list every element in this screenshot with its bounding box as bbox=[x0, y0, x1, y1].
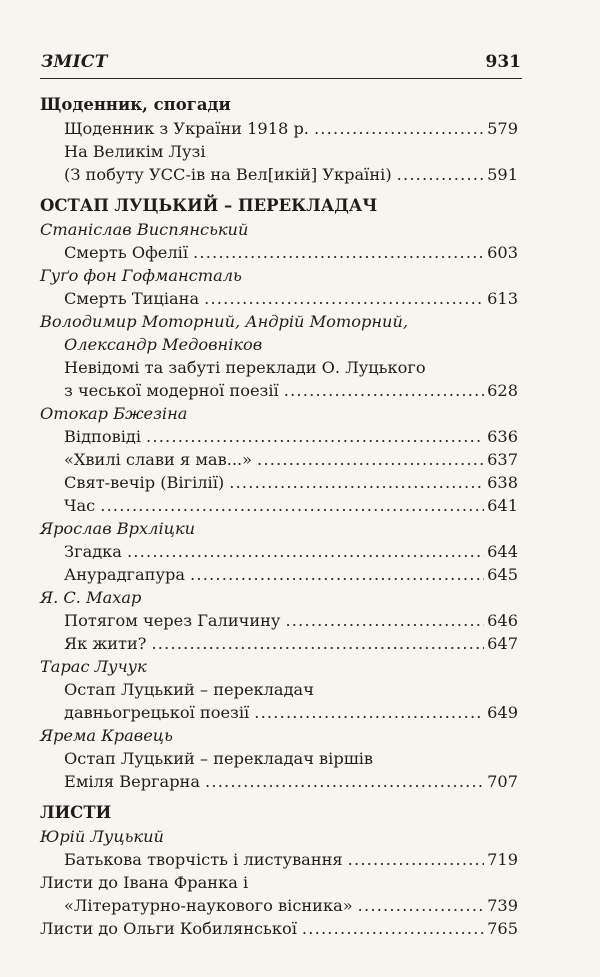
toc-author bbox=[40, 517, 518, 540]
toc-page-number: 641 bbox=[487, 496, 518, 515]
toc-entry bbox=[40, 356, 518, 379]
toc-entry bbox=[40, 848, 518, 871]
toc-page-number: 638 bbox=[487, 473, 518, 492]
dot-leader bbox=[302, 917, 484, 940]
toc-label: Щоденник, спогади bbox=[40, 95, 231, 114]
toc-author bbox=[40, 264, 518, 287]
toc-entry bbox=[40, 471, 518, 494]
toc-label: ОСТАП ЛУЦЬКИЙ – ПЕРЕКЛАДАЧ bbox=[40, 196, 378, 215]
toc-entry bbox=[40, 678, 518, 701]
dot-leader bbox=[285, 609, 484, 632]
toc-label: Щоденник з України 1918 р. bbox=[64, 119, 309, 138]
toc-entry bbox=[40, 632, 518, 655]
toc-author bbox=[40, 655, 518, 678]
toc-label: Час bbox=[64, 496, 96, 515]
toc-label: Я. С. Махар bbox=[40, 588, 142, 607]
dot-leader bbox=[284, 379, 484, 402]
toc-label: давньогрецької поезії bbox=[64, 703, 250, 722]
toc-page-number: 646 bbox=[487, 611, 518, 630]
toc-entry bbox=[40, 540, 518, 563]
toc-label: Батькова творчість і листування bbox=[64, 850, 343, 869]
toc-label: Свят-вечір (Вігілії) bbox=[64, 473, 225, 492]
toc-label: Олександр Медовніков bbox=[64, 335, 263, 354]
toc-entry bbox=[40, 287, 518, 310]
toc-page-number: 765 bbox=[487, 919, 518, 938]
toc-label: Отокар Бжезіна bbox=[40, 404, 188, 423]
toc-author bbox=[40, 218, 518, 241]
toc-label: Еміля Вергарна bbox=[64, 772, 200, 791]
dot-leader bbox=[127, 540, 484, 563]
table-of-contents bbox=[40, 93, 518, 940]
toc-page-number: 707 bbox=[487, 772, 518, 791]
toc-label: Потягом через Галичину bbox=[64, 611, 281, 630]
toc-entry bbox=[40, 747, 518, 770]
toc-page-number: 591 bbox=[487, 165, 518, 184]
toc-entry bbox=[40, 871, 518, 894]
toc-page-number: 603 bbox=[487, 243, 518, 262]
toc-label: Тарас Лучук bbox=[40, 657, 147, 676]
toc-label: Станіслав Виспянський bbox=[40, 220, 249, 239]
dot-leader bbox=[348, 848, 484, 871]
toc-section-heading bbox=[40, 194, 518, 218]
toc-label: «Літературно-наукового вісника» bbox=[64, 896, 353, 915]
toc-label: Анурадгапура bbox=[64, 565, 186, 584]
toc-entry bbox=[40, 894, 518, 917]
page-number: 931 bbox=[485, 52, 521, 72]
toc-label: Відповіді bbox=[64, 427, 142, 446]
toc-label: Гуґо фон Гофмансталь bbox=[40, 266, 242, 285]
toc-page-number: 579 bbox=[487, 119, 518, 138]
dot-leader bbox=[358, 894, 484, 917]
toc-label: Як жити? bbox=[64, 634, 147, 653]
toc-label: Листи до Ольги Кобилянської bbox=[40, 919, 297, 938]
toc-label: (З побуту УСС-ів на Вел[икій] Україні) bbox=[64, 165, 392, 184]
toc-page-number: 637 bbox=[487, 450, 518, 469]
toc-entry bbox=[40, 448, 518, 471]
toc-page-number: 647 bbox=[487, 634, 518, 653]
toc-label: «Хвилі слави я мав...» bbox=[64, 450, 253, 469]
toc-label: Володимир Моторний, Андрій Моторний, bbox=[40, 312, 409, 331]
toc-entry bbox=[40, 917, 518, 940]
toc-label: Юрій Луцький bbox=[40, 827, 164, 846]
toc-entry bbox=[40, 140, 518, 163]
toc-entry bbox=[40, 117, 518, 140]
toc-entry bbox=[40, 609, 518, 632]
toc-section-heading bbox=[40, 93, 518, 117]
toc-page-number: 739 bbox=[487, 896, 518, 915]
dot-leader bbox=[193, 241, 484, 264]
toc-author bbox=[40, 402, 518, 425]
toc-label: з чеської модерної поезії bbox=[64, 381, 279, 400]
toc-label: На Великім Лузі bbox=[64, 142, 206, 161]
toc-page-number: 636 bbox=[487, 427, 518, 446]
dot-leader bbox=[254, 701, 484, 724]
toc-entry bbox=[40, 770, 518, 793]
toc-page-number: 644 bbox=[487, 542, 518, 561]
toc-page-number: 613 bbox=[487, 289, 518, 308]
toc-author bbox=[40, 724, 518, 747]
running-head bbox=[40, 50, 522, 79]
toc-label: Ярослав Врхліцки bbox=[40, 519, 196, 538]
toc-entry bbox=[40, 425, 518, 448]
toc-label: Невідомі та забуті переклади О. Луцького bbox=[64, 358, 426, 377]
toc-label: Остап Луцький – перекладач віршів bbox=[64, 749, 374, 768]
dot-leader bbox=[229, 471, 484, 494]
toc-entry bbox=[40, 163, 518, 186]
toc-entry bbox=[40, 563, 518, 586]
dot-leader bbox=[314, 117, 484, 140]
toc-page-number: 719 bbox=[487, 850, 518, 869]
toc-entry bbox=[40, 701, 518, 724]
toc-label: Листи до Івана Франка і bbox=[40, 873, 249, 892]
toc-page-number: 649 bbox=[487, 703, 518, 722]
toc-entry bbox=[40, 379, 518, 402]
dot-leader bbox=[151, 632, 484, 655]
dot-leader bbox=[257, 448, 484, 471]
toc-label: Смерть Офелії bbox=[64, 243, 188, 262]
dot-leader bbox=[205, 770, 484, 793]
toc-label: Згадка bbox=[64, 542, 122, 561]
toc-entry bbox=[40, 241, 518, 264]
toc-page-number: 645 bbox=[487, 565, 518, 584]
toc-label: Смерть Тиціана bbox=[64, 289, 200, 308]
dot-leader bbox=[100, 494, 484, 517]
toc-entry bbox=[40, 494, 518, 517]
running-head-title: ЗМІСТ bbox=[41, 52, 108, 72]
toc-author bbox=[40, 586, 518, 609]
toc-page-number: 628 bbox=[487, 381, 518, 400]
toc-label: ЛИСТИ bbox=[40, 803, 112, 822]
dot-leader bbox=[146, 425, 484, 448]
toc-label: Остап Луцький – перекладач bbox=[64, 680, 314, 699]
toc-author bbox=[40, 333, 518, 356]
dot-leader bbox=[190, 563, 484, 586]
dot-leader bbox=[397, 163, 484, 186]
toc-label: Ярема Кравець bbox=[40, 726, 173, 745]
toc-author bbox=[40, 310, 518, 333]
dot-leader bbox=[204, 287, 484, 310]
toc-section-heading bbox=[40, 801, 518, 825]
toc-author bbox=[40, 825, 518, 848]
